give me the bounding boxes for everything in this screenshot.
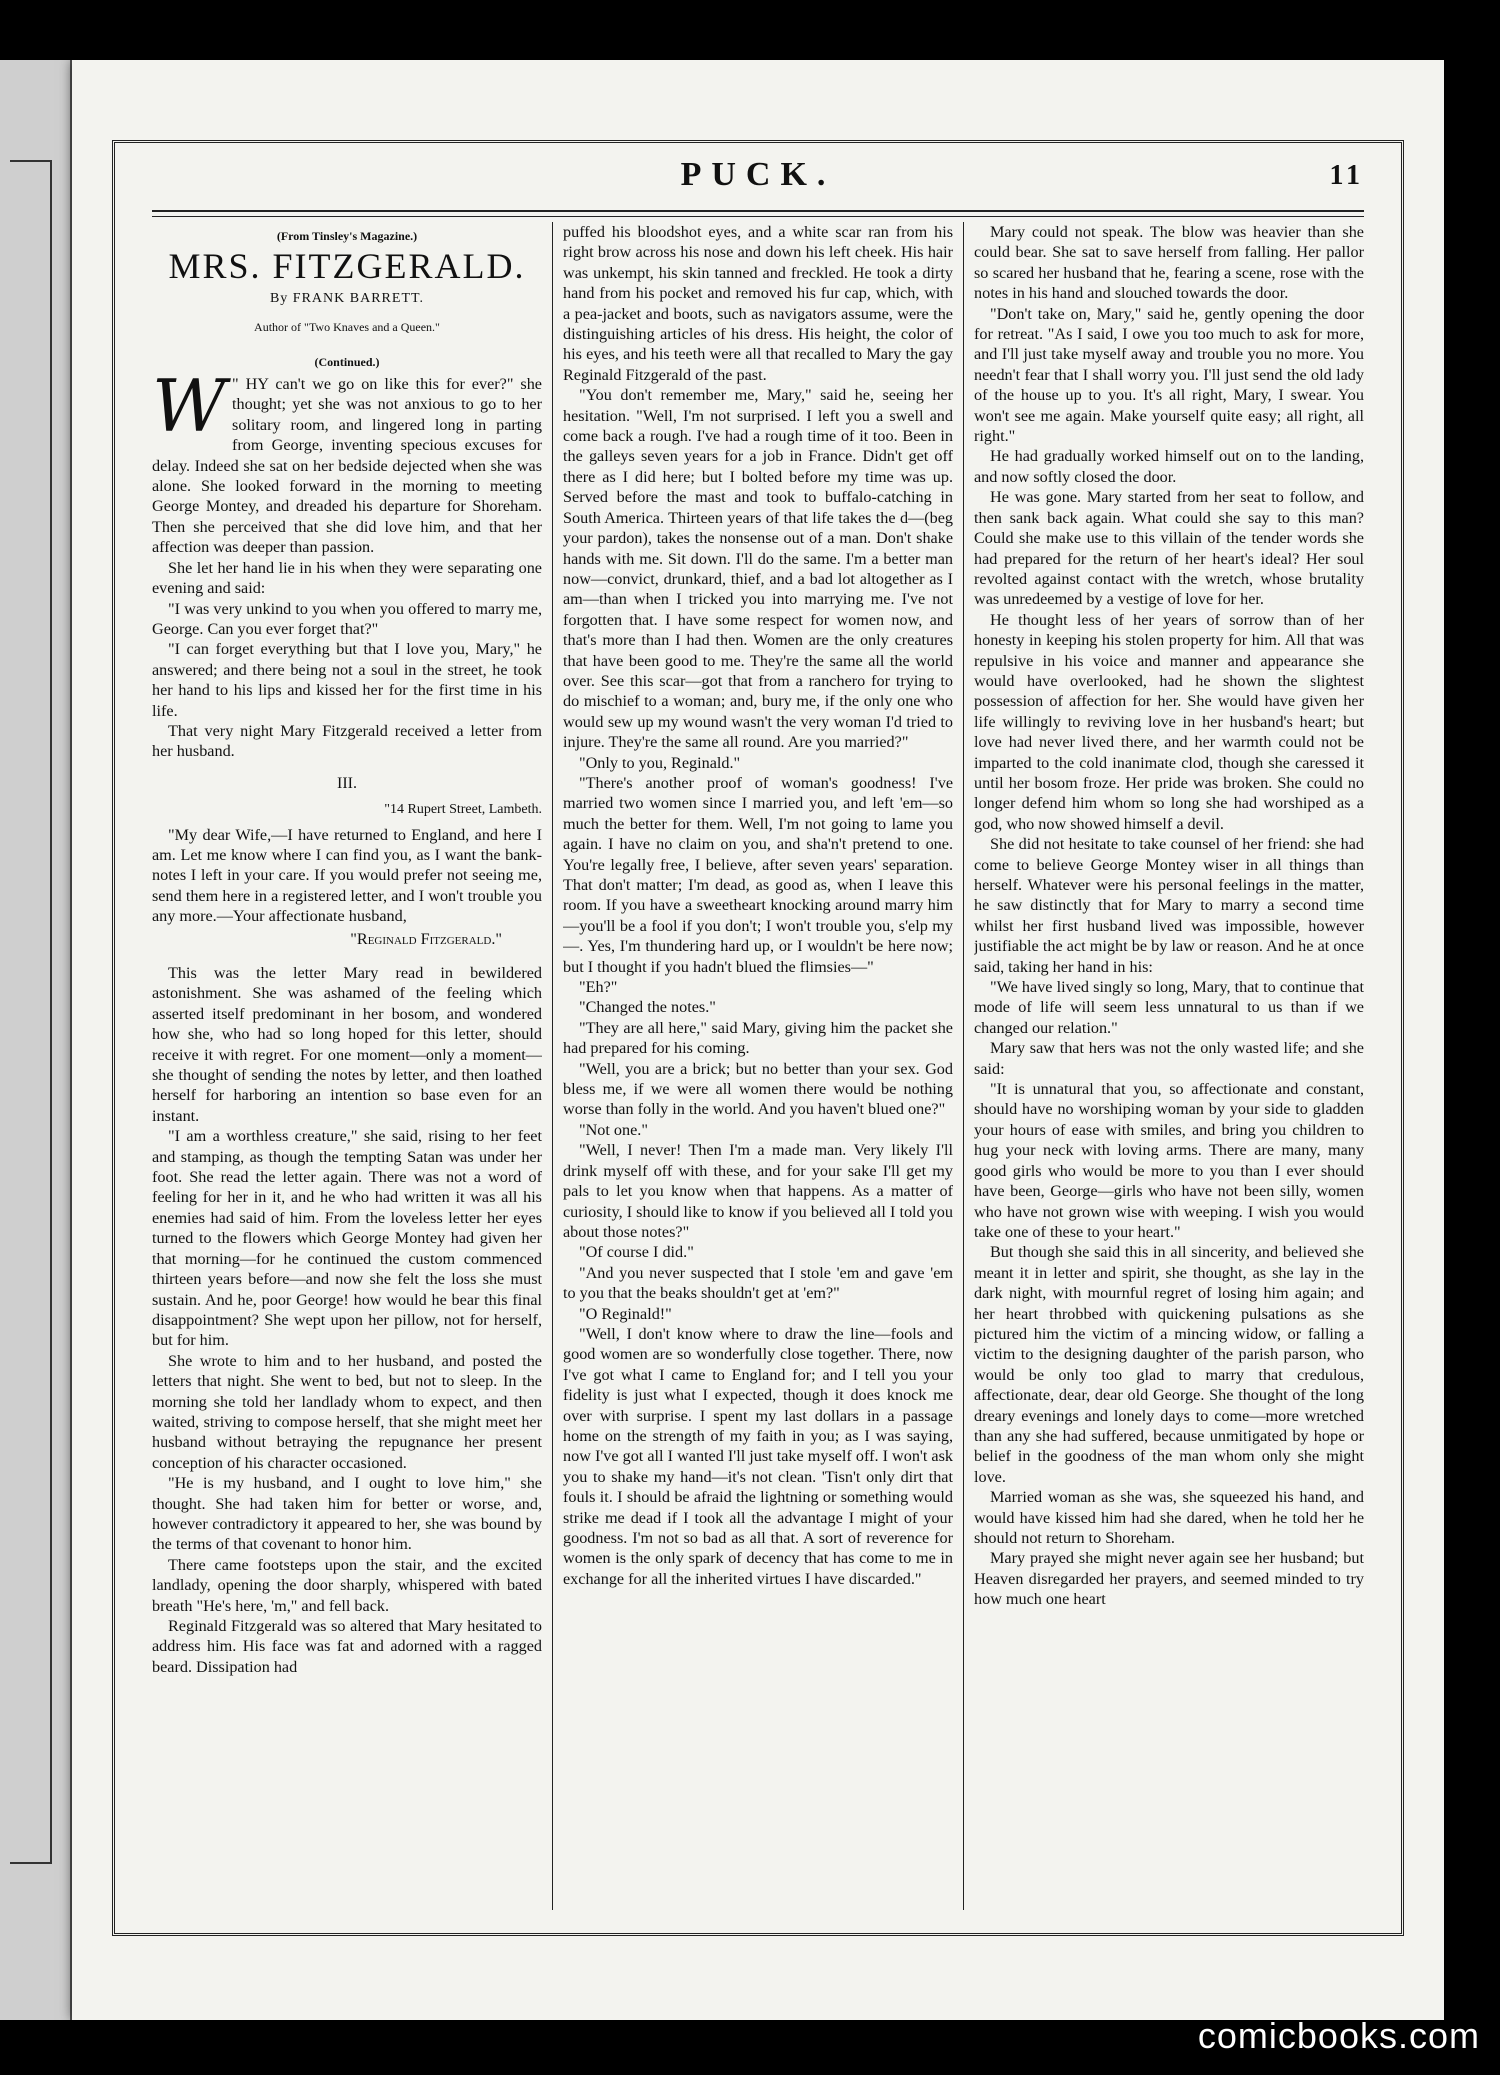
- paragraph: Mary could not speak. The blow was heavier than she could bear. She sat to save herself from falling. Her pallor so scared her husband that he, fearing a scene, rose with the notes in his hand and slouched towards the door.: [974, 223, 1364, 303]
- column-rule: [963, 222, 964, 1910]
- paragraph: He thought less of her years of sorrow than of her honesty in keeping his stolen property for him. All that was repulsive in his voice and manner and appearance she would have overlooked, had he shown the slightest possession of affection for her. She would have given her life willingly to reviving love in her husband's heart; but love had never lived there, and her warmth could not be imparted to the cold inanimate clod, though she caressed it until her bosom froze. Her pride was broken. She could no longer defend him whom so long she had worshiped as a god, who now showed himself a devil.: [974, 610, 1364, 833]
- paragraph: "They are all here," said Mary, giving him the packet she had prepared for his coming.: [563, 1018, 953, 1058]
- column-3: [974, 222, 1364, 1910]
- paragraph: "It is unnatural that you, so affectionate and constant, should have no worshiping woman by your side to gladden your hours of ease with smiles, and bring you children to hug your neck with loving arms. There are many, many good girls who would be more to you than I ever should have been, George—girls who have not been silly, women who have not grown wise with weeping. I wish you would take one of these to your heart.": [974, 1080, 1364, 1241]
- paragraph: This was the letter Mary read in bewildered astonishment. She was ashamed of the feeling which asserted itself predominant in her bosom, and wondered how she, who had so long hoped for this letter, should receive it with regret. For one moment—only a moment—she thought of sending the notes by letter, and then loathed herself for harboring an intention so base even for an instant.: [152, 964, 542, 1125]
- page-header: [152, 156, 1364, 216]
- paragraph: That very night Mary Fitzgerald received a letter from her husband.: [152, 721, 542, 761]
- paragraph: "I am a worthless creature," she said, rising to her feet and stamping, as though the tempting Satan was under her foot. She read the letter again. There was not a word of feeling for her in it, and he who had written it was all his enemies had said of him. From the loveless letter her eyes turned to the flowers which George Montey had given her that morning—for he continued the custom commenced thirteen years before—and now she felt the loss she must sustain. And he, poor George! how would he bear this final disappointment? She wept upon her pillow, not for herself, but for him.: [152, 1127, 542, 1350]
- paragraph: "He is my husband, and I ought to love him," she thought. She had taken him for better or worse, and, however contradictory it appeared to her, she was bound by the terms of that covenant to honor him.: [152, 1474, 542, 1554]
- paragraph: "I can forget everything but that I love you, Mary," he answered; and there being not a soul in the street, he took her hand to his lips and kissed her for the first time in his life.: [152, 640, 542, 720]
- magazine-page: [72, 60, 1444, 2020]
- column-rule: [552, 222, 553, 1910]
- paragraph: "Not one.": [579, 1120, 648, 1139]
- paragraph: She let her hand lie in his when they were separating one evening and said:: [152, 558, 542, 598]
- paragraph: "Well, you are a brick; but no better than your sex. God bless me, if we were all women there would be nothing worse than folly in the world. And you haven't blued one?": [563, 1059, 953, 1119]
- paragraph: Married woman as she was, she squeezed his hand, and would have kissed him had she dared, when he told her he should not return to Shoreham.: [974, 1488, 1364, 1547]
- text-columns: [152, 222, 1364, 1910]
- letter-body: "My dear Wife,—I have returned to England, and here I am. Let me know where I can find you, as I want the bank-notes I left in your care. If you would prefer not seeing me, send them here in a registered letter, and I won't trouble you any more.—Your affectionate husband,: [152, 825, 542, 926]
- paragraph: "There's another proof of woman's goodness! I've married two women since I married you, and left 'em—so much the better for them. Well, I'm not going to lame you again. I have no claim on you, and sha'n't pretend to one. You're legally free, I believe, after seven years' separation. That don't matter; I'm dead, as good as, when I leave this room. If you have a sweetheart knocking around marry him—you'll be a fool if you don't; I won't trouble you, s'elp my—. Yes, I'm thundering hard up, or I wouldn't be here now; but I thought if you hadn't blued the flimsies—": [563, 773, 953, 976]
- paragraph: Mary prayed she might never again see her husband; but Heaven disregarded her prayers, and seemed minded to try how much one heart: [974, 1549, 1364, 1609]
- paragraph: "Well, I never! Then I'm a made man. Very likely I'll drink myself off with these, and for your sake I'll get my pals to let you know when that happens. As a matter of curiosity, I should like to know if you believed all I told you about those notes?": [563, 1141, 953, 1241]
- paragraph: Mary saw that hers was not the only wasted life; and she said:: [974, 1039, 1364, 1078]
- opening-paragraph: W " HY can't we go on like this for ever?" she thought; yet she was not anxious to go to her solitary room, and lingered long in parting from George, inventing specious excuses for delay. Indeed she sat on her bedside dejected when she was alone. She looked forward in the morning to meeting George Montey, and dreaded his departure for Shoreham. Then she perceived that she did love him, and that her affection was deeper than passion.: [152, 364, 542, 557]
- paragraph: She wrote to him and to her husband, and posted the letters that night. She went to bed, but not to sleep. In the morning she told her landlady whom to expect, and then waited, striving to compose herself, that she might meet her husband without betraying the repugnance her present conception of his character occasioned.: [152, 1351, 542, 1472]
- paragraph: "And you never suspected that I stole 'em and gave 'em to you that the beaks shouldn't get at 'em?": [563, 1263, 953, 1303]
- author-note: Author of "Two Knaves and a Queen.": [254, 320, 440, 335]
- paragraph: She did not hesitate to take counsel of her friend: she had come to believe George Montey wiser in all things than herself. Whatever were his personal feelings in the matter, he saw distinctly that for Mary to marry a second time whilst her first husband lived was impossible, however justifiable the act might be by law or reason. And he at once said, taking her hand in his:: [974, 835, 1364, 976]
- letter-signature: "Reginald Fitzgerald.": [350, 929, 502, 948]
- continued-note: (Continued.): [314, 354, 380, 369]
- paragraph: "Changed the notes.": [579, 998, 716, 1017]
- paragraph: "Only to you, Reginald.": [579, 753, 741, 772]
- adjacent-page-edge: [0, 60, 72, 2020]
- story-byline: By FRANK BARRETT.: [269, 290, 425, 306]
- paragraph: He had gradually worked himself out on to the landing, and now softly closed the door.: [974, 447, 1364, 486]
- running-head: PUCK.: [680, 156, 836, 193]
- paragraph: "Eh?": [579, 978, 618, 997]
- section-numeral: III.: [337, 774, 357, 792]
- column-2: [563, 222, 953, 1910]
- paragraph: puffed his bloodshot eyes, and a white scar ran from his right brow across his nose and down his left cheek. His hair was unkempt, his skin tanned and freckled. He took a dirty hand from his pocket and removed his fur cap, which, with a pea-jacket and boots, such as navigators assume, were the distinguishing articles of his dress. His height, the color of his eyes, and his teeth were all that recalled to Mary the gay Reginald Fitzgerald of the past.: [563, 223, 953, 384]
- paragraph: "O Reginald!": [579, 1304, 672, 1323]
- paragraph: "Of course I did.": [579, 1243, 694, 1262]
- paragraph: There came footsteps upon the stair, and the excited landlady, opening the door sharply, whispered with bated breath "He's here, 'm," and fell back.: [152, 1555, 542, 1615]
- paragraph: But though she said this in all sincerity, and believed she meant it in letter and spirit, she thought, as she lay in the dark night, with mournful regret of losing him again; and her heart throbbed with quickening pulsations as she pictured him the victim of a mincing widow, or falling a victim to the designing daughter of the parish parson, who would be only too glad to marry that credulous, affectionate, dear, dear old George. She thought of the long dreary evenings and lonely days to come—more wretched than any she had suffered, because unmitigated by hope or belief in the goodness of the man whom only she might love.: [974, 1243, 1364, 1486]
- story-source: (From Tinsley's Magazine.): [276, 229, 418, 243]
- drop-cap: W: [152, 364, 227, 449]
- story-title: MRS. FITZGERALD.: [168, 246, 526, 287]
- paragraph: Reginald Fitzgerald was so altered that Mary hesitated to address him. His face was fat and adorned with a ragged beard. Dissipation had: [152, 1617, 542, 1676]
- paragraph: He was gone. Mary started from her seat to follow, and then sank back again. What could she say to this man? Could she make use to this villain of the tender words she had prepared for the return of her heart's ideal? Her soul revolted against contact with the wretch, whose brutality was unredeemed by a vestige of love for her.: [974, 488, 1364, 609]
- letter-address: "14 Rupert Street, Lambeth.: [384, 802, 542, 818]
- header-rule: [152, 210, 1364, 217]
- adjacent-page-border: [10, 160, 52, 1864]
- paragraph: "We have lived singly so long, Mary, that to continue that mode of life will seem less unnatural to us than if we changed our relation.": [974, 978, 1364, 1037]
- site-watermark: comicbooks.com: [1197, 2015, 1480, 2056]
- paragraph: "Don't take on, Mary," said he, gently opening the door for retreat. "As I said, I owe you too much to ask for more, and I'll just take myself away and trouble you no more. You needn't fear that I shall worry you. I'll just send the old lady of the house up to you. It's all right, Mary, I swear. You won't see me again. Make yourself quite easy; all right, all right.": [974, 304, 1364, 446]
- paragraph: "You don't remember me, Mary," said he, seeing her hesitation. "Well, I'm not surprised. I left you a swell and come back a rough. I've had a rough time of it too. Been in the galleys seven years for a job in France. Didn't get off there as I did here; but I bolted before my time was up. Served before the mast and took to buffalo-catching in South America. Thirteen years of that life takes the d—(beg your pardon), takes the nonsense out of a man. Don't shake hands with me. Sit down. I'll do the same. I'm a better man now—convict, drunkard, thief, and a bad lot altogether as I am—than when I tricked you into marrying me. I've not forgotten that. I have some respect for women now, and that's more than I had then. Women are the only creatures that have been good to me. They're the same all the world over. See this scar—got that from a ranchero for trying to do mischief to a woman; and, bury me, if the only one who would sew up my wound wasn't the very woman I'd tried to injure. They're the same all round. Are you married?": [563, 386, 953, 752]
- page-number: 11: [1329, 160, 1364, 191]
- paragraph: "Well, I don't know where to draw the line—fools and good women are so wonderfully close together. There, now I've got what I came to England for; and I tell you your fidelity is just what I expected, though it does knock me over with surprise. I spent my last dollars in a passage home on the strength of my faith in you; as I was saying, now I've got all I wanted I'll just take myself off. I won't ask you to shake my hand—it's not clean. 'Tisn't only dirt that fouls it. I should be afraid the lightning or something would strike me dead if I took all the advantage I might of your goodness. I'm not so bad as all that. A sort of reverence for women is the only spark of decency that has come to me in exchange for all the inherited virtues I have discarded.": [563, 1324, 953, 1588]
- column-1: [152, 222, 542, 1910]
- paragraph: "I was very unkind to you when you offered to marry me, George. Can you ever forget that?": [152, 599, 542, 638]
